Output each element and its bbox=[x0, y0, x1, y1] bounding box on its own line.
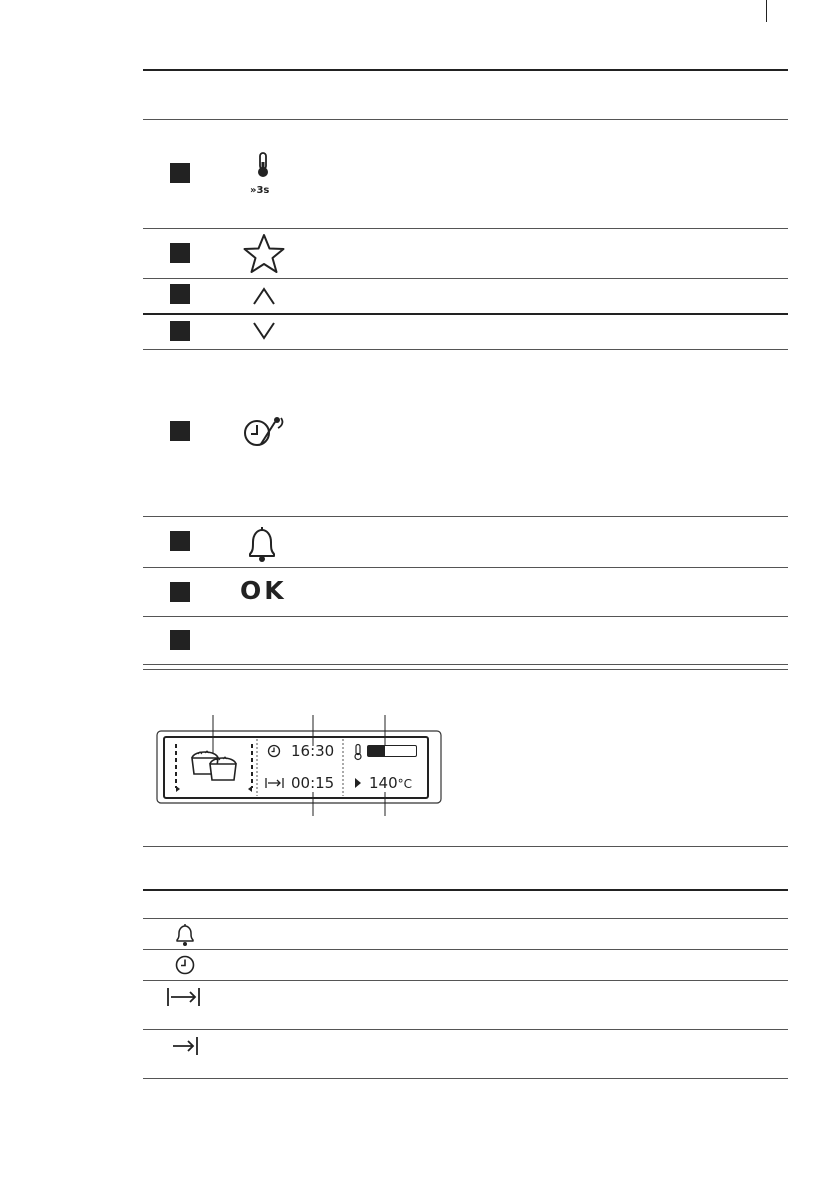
table-rule bbox=[143, 349, 788, 350]
bell-icon bbox=[174, 923, 196, 947]
table-rule bbox=[143, 616, 788, 617]
duration-time: 00:15 bbox=[291, 774, 335, 792]
svg-text:»3s: »3s bbox=[250, 185, 270, 196]
chevron-down-icon bbox=[250, 319, 278, 343]
row-marker bbox=[170, 243, 190, 263]
row-marker bbox=[170, 531, 190, 551]
table-rule bbox=[143, 949, 788, 950]
table-rule bbox=[143, 313, 788, 315]
clock-probe-icon bbox=[242, 414, 288, 450]
table-rule bbox=[143, 889, 788, 891]
play-triangle-icon bbox=[354, 777, 362, 789]
duration-icon bbox=[264, 775, 286, 791]
bell-icon bbox=[242, 524, 282, 564]
table-rule bbox=[143, 664, 788, 665]
table-rule bbox=[143, 1078, 788, 1079]
thermometer-3s-icon bbox=[242, 150, 282, 198]
row-marker bbox=[170, 582, 190, 602]
clock-icon bbox=[174, 954, 196, 976]
table-rule bbox=[143, 846, 788, 847]
clock-icon bbox=[266, 743, 282, 759]
table-rule bbox=[143, 567, 788, 568]
crop-mark bbox=[766, 0, 767, 22]
time-of-day: 16:30 bbox=[291, 742, 335, 760]
temperature-unit: °C bbox=[397, 777, 413, 791]
star-icon bbox=[241, 232, 287, 276]
table-rule bbox=[143, 278, 788, 279]
row-marker bbox=[170, 284, 190, 304]
table-rule bbox=[143, 1029, 788, 1030]
row-marker bbox=[170, 321, 190, 341]
temperature-readout: 140°C bbox=[369, 774, 413, 792]
end-time-icon bbox=[171, 1034, 201, 1058]
heat-up-bar bbox=[367, 745, 417, 757]
table-rule bbox=[143, 980, 788, 981]
table-rule bbox=[143, 669, 788, 670]
table-rule bbox=[143, 119, 788, 120]
table-rule bbox=[143, 516, 788, 517]
duration-icon bbox=[165, 985, 203, 1009]
row-marker bbox=[170, 421, 190, 441]
table-rule bbox=[143, 918, 788, 919]
table-rule bbox=[143, 69, 788, 71]
oven-function-icon bbox=[170, 740, 260, 796]
table-rule bbox=[143, 228, 788, 229]
heat-up-fill bbox=[368, 746, 385, 756]
thermometer-icon bbox=[352, 743, 364, 761]
ok-key: OK bbox=[240, 576, 287, 605]
chevron-up-icon bbox=[250, 284, 278, 308]
row-marker bbox=[170, 163, 190, 183]
row-marker bbox=[170, 630, 190, 650]
